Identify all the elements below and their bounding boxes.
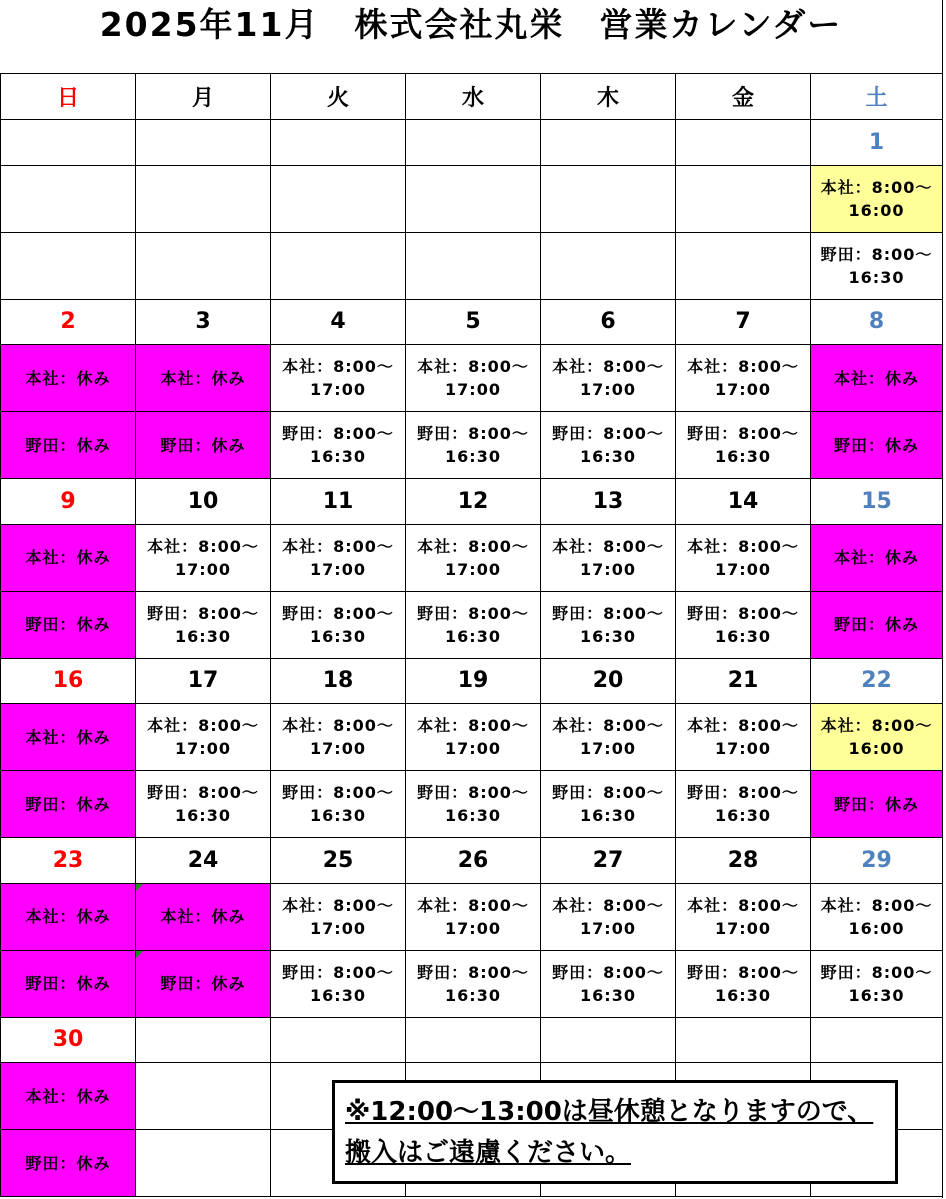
date-cell [541, 479, 676, 525]
date-cell [676, 838, 811, 884]
empty-cell [136, 1063, 271, 1130]
honsha-hours-cell [271, 884, 406, 951]
honsha-hours-cell [811, 884, 943, 951]
date-cell [406, 659, 541, 705]
empty-cell [136, 120, 271, 166]
noda-hours-text: 野田：8:00～ 16:30 [687, 783, 799, 825]
honsha-hours-cell [811, 166, 943, 233]
noda-hours-cell [271, 771, 406, 838]
date-cell [406, 479, 541, 525]
noda-hours-cell [1, 592, 136, 659]
honsha-hours-text: 本社：8:00～ 17:00 [147, 536, 259, 579]
empty-cell [136, 233, 271, 300]
noda-hours-cell [676, 771, 811, 838]
weekday-label: 火 [326, 86, 349, 111]
date-cell [811, 479, 943, 525]
empty-cell [406, 166, 541, 233]
date-cell [541, 300, 676, 346]
date-number: 16 [52, 668, 84, 694]
date-cell [811, 120, 943, 166]
date-number: 4 [330, 309, 346, 335]
date-number: 15 [861, 488, 892, 514]
honsha-hours-text: 本社：休み [160, 368, 246, 388]
noda-hours-text: 野田：8:00～ 16:30 [282, 424, 394, 466]
noda-hours-text: 野田：8:00～ 16:30 [552, 962, 664, 1005]
weekday-header-monday [136, 74, 271, 120]
honsha-hours-cell [811, 345, 943, 412]
noda-hours-text: 野田：8:00～ 16:30 [417, 603, 529, 646]
empty-cell [811, 1018, 943, 1064]
noda-hours-text: 野田：8:00～ 16:30 [820, 962, 933, 1005]
honsha-hours-cell [406, 525, 541, 592]
empty-cell [676, 166, 811, 233]
honsha-hours-text: 本社：8:00～ 17:00 [282, 536, 394, 579]
noda-hours-cell [811, 412, 943, 479]
honsha-hours-cell [271, 704, 406, 771]
date-number: 14 [727, 488, 759, 514]
honsha-hours-text: 本社：8:00～ 16:00 [820, 177, 933, 220]
honsha-hours-cell [1, 1063, 136, 1130]
honsha-hours-text: 本社：8:00～ 17:00 [687, 895, 799, 938]
noda-hours-cell [811, 592, 943, 659]
noda-hours-cell [676, 951, 811, 1018]
date-number: 3 [195, 309, 211, 335]
noda-hours-text: 野田：8:00～ 16:30 [687, 603, 799, 646]
honsha-hours-cell [406, 345, 541, 412]
date-cell [1, 838, 136, 884]
noda-hours-cell [406, 592, 541, 659]
date-cell [811, 300, 943, 346]
date-cell [136, 300, 271, 346]
weekday-header-thursday [541, 74, 676, 120]
honsha-hours-cell [136, 704, 271, 771]
date-cell [541, 659, 676, 705]
noda-hours-cell [406, 951, 541, 1018]
date-number: 30 [52, 1027, 84, 1053]
weekday-label: 水 [461, 86, 484, 111]
noda-hours-text: 野田：8:00～ 16:30 [282, 603, 394, 646]
honsha-hours-cell [541, 884, 676, 951]
date-number: 24 [187, 847, 219, 873]
noda-hours-cell [676, 412, 811, 479]
honsha-hours-cell [676, 884, 811, 951]
honsha-hours-cell [1, 525, 136, 592]
honsha-hours-text: 本社：8:00～ 17:00 [687, 536, 799, 579]
noda-hours-text: 野田：休み [833, 435, 919, 455]
noda-hours-text: 野田：8:00～ 16:30 [687, 424, 799, 466]
weekday-header-saturday [811, 74, 943, 120]
date-number: 23 [52, 847, 84, 873]
date-number: 28 [727, 847, 759, 873]
noda-hours-text: 野田：休み [160, 435, 246, 455]
empty-cell [271, 1018, 406, 1064]
noda-hours-text: 野田：8:00～ 16:30 [417, 424, 529, 466]
date-cell [406, 838, 541, 884]
honsha-hours-cell [811, 525, 943, 592]
honsha-hours-cell [406, 704, 541, 771]
honsha-hours-text: 本社：休み [833, 548, 919, 567]
honsha-hours-cell [541, 525, 676, 592]
noda-hours-cell [541, 412, 676, 479]
empty-cell [136, 1130, 271, 1197]
date-cell [136, 838, 271, 884]
noda-hours-cell [811, 233, 943, 300]
date-number: 2 [60, 309, 76, 335]
weekday-label: 日 [56, 86, 79, 111]
date-number: 1 [868, 129, 885, 155]
empty-cell [1, 233, 136, 300]
date-number: 7 [735, 309, 751, 335]
noda-hours-cell [136, 951, 271, 1018]
noda-hours-text: 野田：8:00～ 16:30 [282, 783, 394, 825]
honsha-hours-text: 本社：8:00～ 17:00 [552, 357, 664, 399]
empty-cell [271, 120, 406, 166]
empty-cell [1, 166, 136, 233]
date-number: 20 [592, 668, 624, 694]
honsha-hours-cell [676, 345, 811, 412]
weekday-label: 土 [865, 86, 888, 111]
noda-hours-cell [541, 771, 676, 838]
honsha-hours-cell [406, 884, 541, 951]
date-number: 27 [592, 847, 624, 873]
date-cell [1, 659, 136, 705]
date-number: 9 [60, 488, 76, 514]
noda-hours-cell [541, 592, 676, 659]
date-number: 12 [457, 488, 489, 514]
noda-hours-text: 野田：休み [25, 1153, 111, 1173]
date-cell [271, 838, 406, 884]
noda-hours-cell [406, 771, 541, 838]
honsha-hours-text: 本社：8:00～ 17:00 [282, 716, 394, 758]
honsha-hours-text: 本社：8:00～ 17:00 [417, 357, 529, 399]
honsha-hours-text: 本社：8:00～ 17:00 [417, 895, 529, 938]
honsha-hours-cell [136, 345, 271, 412]
empty-cell [406, 120, 541, 166]
weekday-label: 月 [191, 86, 214, 111]
date-number: 18 [322, 668, 354, 694]
noda-hours-text: 野田：8:00～ 16:30 [552, 783, 664, 825]
date-number: 10 [187, 488, 219, 514]
honsha-hours-cell [676, 525, 811, 592]
date-number: 8 [868, 309, 885, 335]
noda-hours-text: 野田：休み [833, 794, 919, 814]
notice-line: 搬入はご遠慮ください。 [345, 1138, 632, 1168]
date-cell [136, 479, 271, 525]
cell-marker-icon [136, 884, 143, 891]
date-cell [271, 479, 406, 525]
date-cell [811, 838, 943, 884]
date-number: 17 [187, 668, 219, 694]
noda-hours-text: 野田：休み [25, 974, 111, 993]
date-number: 11 [322, 488, 354, 514]
noda-hours-cell [136, 592, 271, 659]
noda-hours-text: 野田：8:00～ 16:30 [417, 783, 529, 825]
empty-cell [541, 233, 676, 300]
honsha-hours-text: 本社：休み [25, 1086, 111, 1106]
weekday-header-wednesday [406, 74, 541, 120]
date-number: 19 [457, 668, 489, 694]
noda-hours-text: 野田：8:00～ 16:30 [282, 962, 394, 1005]
calendar-title: 2025年11月 株式会社丸栄 営業カレンダー [99, 5, 843, 44]
date-cell [676, 300, 811, 346]
honsha-hours-cell [811, 704, 943, 771]
honsha-hours-text: 本社：8:00～ 17:00 [552, 895, 664, 938]
date-cell [271, 659, 406, 705]
honsha-hours-cell [136, 525, 271, 592]
honsha-hours-text: 本社：休み [25, 548, 111, 567]
noda-hours-cell [406, 412, 541, 479]
date-number: 6 [600, 309, 616, 335]
noda-hours-cell [271, 592, 406, 659]
weekday-label: 木 [596, 86, 619, 111]
empty-cell [676, 120, 811, 166]
lunch-break-notice [332, 1080, 898, 1184]
weekday-header-sunday [1, 74, 136, 120]
empty-cell [541, 166, 676, 233]
honsha-hours-text: 本社：8:00～ 17:00 [687, 716, 799, 758]
empty-cell [676, 233, 811, 300]
calendar-grid [0, 73, 943, 1197]
date-number: 5 [465, 309, 481, 335]
date-number: 22 [861, 668, 892, 694]
empty-cell [136, 166, 271, 233]
noda-hours-text: 野田：8:00～ 16:30 [417, 962, 529, 1005]
noda-hours-cell [811, 771, 943, 838]
honsha-hours-cell [1, 884, 136, 951]
noda-hours-text: 野田：休み [25, 794, 111, 814]
date-cell [406, 300, 541, 346]
honsha-hours-cell [271, 525, 406, 592]
honsha-hours-text: 本社：休み [25, 727, 111, 747]
noda-hours-cell [541, 951, 676, 1018]
noda-hours-text: 野田：8:00～ 16:30 [820, 244, 933, 287]
empty-cell [271, 166, 406, 233]
noda-hours-cell [1, 951, 136, 1018]
noda-hours-cell [676, 592, 811, 659]
empty-cell [271, 233, 406, 300]
honsha-hours-text: 本社：休み [25, 368, 111, 388]
noda-hours-cell [1, 412, 136, 479]
noda-hours-cell [271, 951, 406, 1018]
honsha-hours-text: 本社：休み [833, 368, 919, 388]
weekday-header-friday [676, 74, 811, 120]
noda-hours-text: 野田：8:00～ 16:30 [147, 603, 259, 646]
honsha-hours-text: 本社：8:00～ 16:00 [820, 895, 933, 938]
empty-cell [541, 120, 676, 166]
honsha-hours-cell [136, 884, 271, 951]
noda-hours-text: 野田：休み [833, 615, 919, 634]
honsha-hours-cell [541, 704, 676, 771]
noda-hours-text: 野田：8:00～ 16:30 [552, 424, 664, 466]
honsha-hours-text: 本社：8:00～ 17:00 [147, 716, 259, 758]
empty-cell [541, 1018, 676, 1064]
honsha-hours-text: 本社：8:00～ 17:00 [687, 357, 799, 399]
honsha-hours-cell [541, 345, 676, 412]
date-cell [136, 659, 271, 705]
date-cell [1, 300, 136, 346]
noda-hours-cell [1, 1130, 136, 1197]
date-cell [271, 300, 406, 346]
date-number: 25 [322, 847, 354, 873]
honsha-hours-text: 本社：休み [160, 907, 246, 926]
date-number: 26 [457, 847, 489, 873]
honsha-hours-cell [1, 345, 136, 412]
noda-hours-cell [1, 771, 136, 838]
empty-cell [1, 120, 136, 166]
noda-hours-text: 野田：8:00～ 16:30 [552, 603, 664, 646]
date-number: 21 [727, 668, 759, 694]
honsha-hours-cell [1, 704, 136, 771]
honsha-hours-text: 本社：8:00～ 17:00 [417, 716, 529, 758]
noda-hours-text: 野田：休み [25, 615, 111, 634]
noda-hours-text: 野田：8:00～ 16:30 [687, 962, 799, 1005]
empty-cell [406, 1018, 541, 1064]
noda-hours-cell [271, 412, 406, 479]
honsha-hours-text: 本社：休み [25, 907, 111, 926]
honsha-hours-text: 本社：8:00～ 16:00 [820, 716, 933, 758]
date-cell [676, 479, 811, 525]
weekday-label: 金 [731, 86, 754, 111]
notice-line: ※12:00～13:00は昼休憩となりますので、 [345, 1097, 874, 1127]
date-cell [541, 838, 676, 884]
honsha-hours-text: 本社：8:00～ 17:00 [282, 357, 394, 399]
date-cell [1, 479, 136, 525]
honsha-hours-cell [271, 345, 406, 412]
honsha-hours-text: 本社：8:00～ 17:00 [282, 895, 394, 938]
noda-hours-text: 野田：休み [25, 435, 111, 455]
date-cell [811, 659, 943, 705]
honsha-hours-text: 本社：8:00～ 17:00 [552, 536, 664, 579]
cell-marker-icon [136, 951, 143, 958]
date-cell [1, 1018, 136, 1064]
empty-cell [676, 1018, 811, 1064]
honsha-hours-text: 本社：8:00～ 17:00 [552, 716, 664, 758]
noda-hours-text: 野田：休み [160, 974, 246, 993]
noda-hours-cell [811, 951, 943, 1018]
weekday-header-tuesday [271, 74, 406, 120]
empty-cell [406, 233, 541, 300]
empty-cell [136, 1018, 271, 1064]
honsha-hours-cell [676, 704, 811, 771]
noda-hours-text: 野田：8:00～ 16:30 [147, 783, 259, 825]
noda-hours-cell [136, 771, 271, 838]
date-number: 29 [861, 847, 892, 873]
date-cell [676, 659, 811, 705]
noda-hours-cell [136, 412, 271, 479]
date-number: 13 [592, 488, 624, 514]
honsha-hours-text: 本社：8:00～ 17:00 [417, 536, 529, 579]
